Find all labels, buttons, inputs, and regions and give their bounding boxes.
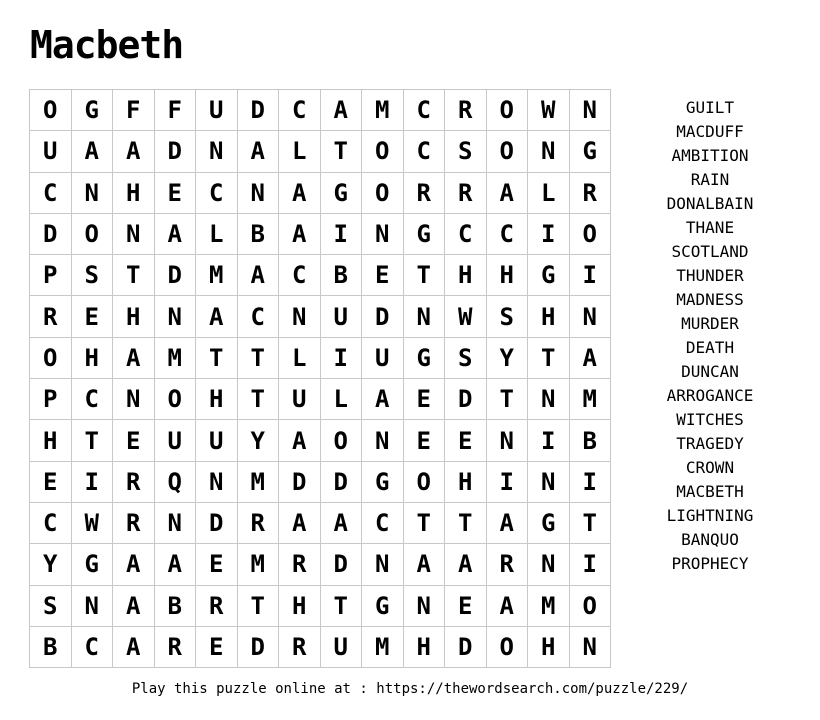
grid-cell[interactable]: N	[279, 296, 321, 337]
word-list-item: DEATH	[685, 338, 735, 357]
grid-cell[interactable]: A	[155, 544, 197, 585]
grid-cell[interactable]: R	[445, 173, 487, 214]
grid-cell[interactable]: Y	[238, 420, 280, 461]
grid-cell[interactable]: G	[321, 173, 363, 214]
grid-cell[interactable]: C	[362, 503, 404, 544]
grid-cell[interactable]: O	[155, 379, 197, 420]
grid-cell[interactable]: O	[30, 90, 72, 131]
grid-cell[interactable]: B	[321, 255, 363, 296]
grid-cell[interactable]: C	[238, 296, 280, 337]
grid-cell[interactable]: A	[445, 544, 487, 585]
grid-cell[interactable]: A	[72, 131, 114, 172]
puzzle-title: Macbeth	[30, 23, 184, 67]
grid-cell[interactable]: R	[30, 296, 72, 337]
word-list-item: LIGHTNING	[666, 506, 754, 525]
grid-cell[interactable]: D	[155, 131, 197, 172]
word-list	[640, 96, 780, 576]
grid-cell[interactable]: S	[30, 586, 72, 627]
grid-cell[interactable]: L	[279, 338, 321, 379]
grid-cell[interactable]: E	[362, 255, 404, 296]
grid-cell[interactable]: G	[528, 503, 570, 544]
grid-cell[interactable]: D	[30, 214, 72, 255]
grid-cell[interactable]: N	[404, 296, 446, 337]
grid-cell[interactable]: U	[362, 338, 404, 379]
grid-cell[interactable]: H	[113, 296, 155, 337]
grid-cell[interactable]: N	[362, 420, 404, 461]
grid-cell[interactable]: D	[238, 90, 280, 131]
grid-cell[interactable]: R	[404, 173, 446, 214]
grid-cell[interactable]: H	[445, 462, 487, 503]
grid-cell[interactable]: E	[445, 420, 487, 461]
word-list-item: RAIN	[690, 170, 730, 189]
grid-cell[interactable]: O	[321, 420, 363, 461]
word-list-item: CROWN	[685, 458, 735, 477]
word-list-item: BANQUO	[681, 530, 739, 549]
grid-cell[interactable]: L	[196, 214, 238, 255]
grid-cell[interactable]: R	[279, 627, 321, 668]
grid-cell[interactable]: N	[528, 544, 570, 585]
grid-cell[interactable]: D	[155, 255, 197, 296]
grid-cell[interactable]: A	[487, 586, 529, 627]
word-list-item: THANE	[685, 218, 735, 237]
grid-cell[interactable]: P	[30, 379, 72, 420]
grid-cell[interactable]: A	[196, 296, 238, 337]
grid-cell[interactable]: T	[113, 255, 155, 296]
grid-cell[interactable]: H	[528, 627, 570, 668]
grid-cell[interactable]: O	[72, 214, 114, 255]
grid-cell[interactable]: A	[362, 379, 404, 420]
grid-cell[interactable]: N	[570, 296, 612, 337]
grid-cell[interactable]: R	[238, 503, 280, 544]
grid-cell[interactable]: D	[238, 627, 280, 668]
grid-cell[interactable]: T	[238, 586, 280, 627]
grid-cell[interactable]: N	[404, 586, 446, 627]
grid-cell[interactable]: T	[238, 379, 280, 420]
grid-cell[interactable]: N	[155, 503, 197, 544]
grid-cell[interactable]: I	[487, 462, 529, 503]
grid-cell[interactable]: M	[528, 586, 570, 627]
grid-cell[interactable]: C	[279, 255, 321, 296]
grid-cell[interactable]: T	[238, 338, 280, 379]
grid-cell[interactable]: N	[528, 462, 570, 503]
grid-cell[interactable]: H	[404, 627, 446, 668]
grid-cell[interactable]: C	[404, 90, 446, 131]
grid-cell[interactable]: T	[321, 131, 363, 172]
grid-cell[interactable]: W	[72, 503, 114, 544]
grid-cell[interactable]: W	[528, 90, 570, 131]
grid-cell[interactable]: C	[404, 131, 446, 172]
word-list-item: AMBITION	[671, 146, 749, 165]
grid-cell[interactable]: H	[196, 379, 238, 420]
grid-cell[interactable]: N	[487, 420, 529, 461]
grid-cell[interactable]: E	[196, 627, 238, 668]
grid-cell[interactable]: G	[404, 214, 446, 255]
grid-cell[interactable]: A	[487, 173, 529, 214]
grid-cell[interactable]: D	[321, 462, 363, 503]
grid-cell[interactable]: I	[321, 214, 363, 255]
grid-cell[interactable]: B	[238, 214, 280, 255]
grid-cell[interactable]: L	[279, 131, 321, 172]
grid-cell[interactable]: Y	[487, 338, 529, 379]
grid-cell[interactable]: S	[487, 296, 529, 337]
grid-cell[interactable]: T	[487, 379, 529, 420]
grid-cell[interactable]: A	[238, 255, 280, 296]
grid-cell[interactable]: N	[362, 544, 404, 585]
grid-cell[interactable]: U	[155, 420, 197, 461]
grid-cell[interactable]: C	[72, 379, 114, 420]
grid-cell[interactable]: I	[570, 544, 612, 585]
grid-cell[interactable]: A	[570, 338, 612, 379]
grid-cell[interactable]: O	[487, 90, 529, 131]
grid-cell[interactable]: T	[321, 586, 363, 627]
grid-cell[interactable]: N	[196, 131, 238, 172]
grid-cell[interactable]: I	[528, 214, 570, 255]
grid-cell[interactable]: U	[279, 379, 321, 420]
grid-cell[interactable]: A	[404, 544, 446, 585]
grid-cell[interactable]: I	[72, 462, 114, 503]
grid-cell[interactable]: S	[445, 338, 487, 379]
grid-cell[interactable]: H	[528, 296, 570, 337]
grid-cell[interactable]: C	[196, 173, 238, 214]
grid-cell[interactable]: B	[570, 420, 612, 461]
grid-cell[interactable]: G	[72, 90, 114, 131]
word-list-item: MADNESS	[676, 290, 744, 309]
grid-cell[interactable]: G	[72, 544, 114, 585]
grid-cell[interactable]: R	[113, 462, 155, 503]
grid-cell[interactable]: R	[445, 90, 487, 131]
grid-cell[interactable]: A	[279, 420, 321, 461]
word-list-item: PROPHECY	[671, 554, 749, 573]
grid-cell[interactable]: S	[445, 131, 487, 172]
grid-cell[interactable]: A	[279, 173, 321, 214]
grid-cell[interactable]: T	[570, 503, 612, 544]
grid-cell[interactable]: L	[321, 379, 363, 420]
grid-cell[interactable]: A	[238, 131, 280, 172]
grid-cell[interactable]: R	[155, 627, 197, 668]
grid-cell[interactable]: E	[404, 420, 446, 461]
grid-cell[interactable]: B	[155, 586, 197, 627]
grid-cell[interactable]: U	[321, 627, 363, 668]
grid-cell[interactable]: M	[362, 627, 404, 668]
grid-cell[interactable]: G	[362, 586, 404, 627]
grid-cell[interactable]: T	[72, 420, 114, 461]
grid-cell[interactable]: A	[113, 544, 155, 585]
grid-cell[interactable]: R	[196, 586, 238, 627]
grid-cell[interactable]: N	[238, 173, 280, 214]
grid-cell[interactable]: O	[362, 131, 404, 172]
grid-cell[interactable]: M	[238, 462, 280, 503]
word-list-item: THUNDER	[676, 266, 744, 285]
grid-cell[interactable]: O	[362, 173, 404, 214]
grid-cell[interactable]: A	[279, 503, 321, 544]
grid-cell[interactable]: H	[113, 173, 155, 214]
grid-cell[interactable]: A	[321, 90, 363, 131]
grid-cell[interactable]: E	[404, 379, 446, 420]
grid-cell[interactable]: E	[445, 586, 487, 627]
grid-cell[interactable]: P	[30, 255, 72, 296]
grid-cell[interactable]: N	[72, 586, 114, 627]
grid-cell[interactable]: T	[445, 503, 487, 544]
word-list-item: MACBETH	[676, 482, 744, 501]
grid-cell[interactable]: N	[570, 627, 612, 668]
grid-cell[interactable]: C	[72, 627, 114, 668]
grid-cell[interactable]: N	[113, 214, 155, 255]
grid-cell[interactable]: N	[155, 296, 197, 337]
grid-cell[interactable]: E	[113, 420, 155, 461]
grid-cell[interactable]: N	[570, 90, 612, 131]
grid-cell[interactable]: A	[113, 627, 155, 668]
grid-cell[interactable]: M	[155, 338, 197, 379]
grid-cell[interactable]: E	[72, 296, 114, 337]
grid-cell[interactable]: C	[30, 503, 72, 544]
footer-text: Play this puzzle online at : https://thewordsearch.com/puzzle/229/	[131, 681, 689, 697]
grid-cell[interactable]: E	[30, 462, 72, 503]
grid-cell[interactable]: L	[528, 173, 570, 214]
grid-cell[interactable]: N	[362, 214, 404, 255]
grid-cell[interactable]: N	[72, 173, 114, 214]
grid-cell[interactable]: E	[196, 544, 238, 585]
grid-cell[interactable]: G	[362, 462, 404, 503]
grid-cell[interactable]: D	[196, 503, 238, 544]
word-list-item: MACDUFF	[676, 122, 744, 141]
grid-cell[interactable]: G	[570, 131, 612, 172]
grid-cell[interactable]: H	[487, 255, 529, 296]
grid-cell[interactable]: T	[404, 255, 446, 296]
grid-cell[interactable]: Y	[30, 544, 72, 585]
grid-cell[interactable]: T	[196, 338, 238, 379]
grid-cell[interactable]: M	[570, 379, 612, 420]
grid-cell[interactable]: D	[321, 544, 363, 585]
grid-cell[interactable]: O	[30, 338, 72, 379]
word-list-item: DONALBAIN	[666, 194, 754, 213]
grid-cell[interactable]: N	[196, 462, 238, 503]
grid-cell[interactable]: M	[362, 90, 404, 131]
grid-cell[interactable]: F	[113, 90, 155, 131]
grid-cell[interactable]: A	[113, 131, 155, 172]
grid-cell[interactable]: R	[279, 544, 321, 585]
grid-cell[interactable]: R	[113, 503, 155, 544]
grid-cell[interactable]: M	[238, 544, 280, 585]
grid-cell[interactable]: O	[487, 131, 529, 172]
grid-cell[interactable]: I	[321, 338, 363, 379]
word-list-item: ARROGANCE	[666, 386, 754, 405]
grid-cell[interactable]: D	[362, 296, 404, 337]
grid-cell[interactable]: C	[445, 214, 487, 255]
grid-cell[interactable]: A	[487, 503, 529, 544]
grid-cell[interactable]: T	[528, 338, 570, 379]
grid-cell[interactable]: F	[155, 90, 197, 131]
grid-cell[interactable]: A	[113, 338, 155, 379]
grid-cell[interactable]: D	[279, 462, 321, 503]
grid-cell[interactable]: O	[487, 627, 529, 668]
grid-cell[interactable]: A	[279, 214, 321, 255]
grid-cell[interactable]: S	[72, 255, 114, 296]
grid-cell[interactable]: A	[155, 214, 197, 255]
grid-cell[interactable]: U	[30, 131, 72, 172]
grid-cell[interactable]: B	[30, 627, 72, 668]
grid-cell[interactable]: N	[528, 131, 570, 172]
grid-cell[interactable]: I	[570, 255, 612, 296]
grid-cell[interactable]: G	[404, 338, 446, 379]
word-list-item: DUNCAN	[681, 362, 739, 381]
grid-cell[interactable]: U	[321, 296, 363, 337]
grid-cell[interactable]: D	[445, 627, 487, 668]
letter-grid	[29, 89, 611, 668]
grid-cell[interactable]: I	[570, 462, 612, 503]
word-list-item: GUILT	[685, 98, 735, 117]
grid-cell[interactable]: C	[279, 90, 321, 131]
grid-cell[interactable]: T	[404, 503, 446, 544]
word-list-item: MURDER	[681, 314, 739, 333]
grid-cell[interactable]: N	[528, 379, 570, 420]
grid-cell[interactable]: C	[487, 214, 529, 255]
grid-cell[interactable]: O	[404, 462, 446, 503]
grid-cell[interactable]: E	[155, 173, 197, 214]
grid-cell[interactable]: N	[113, 379, 155, 420]
grid-cell[interactable]: C	[30, 173, 72, 214]
grid-cell[interactable]: D	[445, 379, 487, 420]
grid-cell[interactable]: R	[570, 173, 612, 214]
grid-cell[interactable]: M	[196, 255, 238, 296]
grid-cell[interactable]: R	[487, 544, 529, 585]
grid-cell[interactable]: O	[570, 586, 612, 627]
grid-cell[interactable]: G	[528, 255, 570, 296]
grid-cell[interactable]: H	[72, 338, 114, 379]
word-list-item: TRAGEDY	[676, 434, 744, 453]
word-list-item: WITCHES	[676, 410, 744, 429]
grid-cell[interactable]: U	[196, 420, 238, 461]
word-list-item: SCOTLAND	[671, 242, 749, 261]
grid-cell[interactable]: H	[445, 255, 487, 296]
grid-cell[interactable]: H	[279, 586, 321, 627]
grid-cell[interactable]: A	[321, 503, 363, 544]
grid-cell[interactable]: Q	[155, 462, 197, 503]
grid-cell[interactable]: O	[570, 214, 612, 255]
grid-cell[interactable]: I	[528, 420, 570, 461]
grid-cell[interactable]: U	[196, 90, 238, 131]
grid-cell[interactable]: H	[30, 420, 72, 461]
grid-cell[interactable]: A	[113, 586, 155, 627]
grid-cell[interactable]: W	[445, 296, 487, 337]
